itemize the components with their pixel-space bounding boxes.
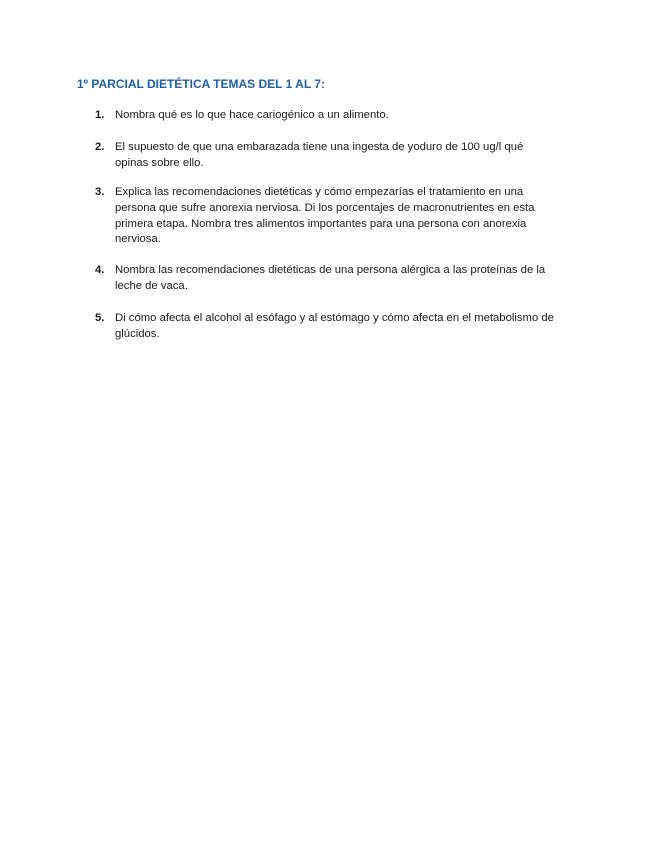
question-text xyxy=(115,311,595,343)
question-number: 2. xyxy=(95,141,105,153)
question-text-line: El supuesto de que una embarazada tiene una ingesta de yoduro de 100 ug/l qué xyxy=(115,141,524,153)
question-number: 4. xyxy=(95,264,105,276)
question-text-line: Nombra las recomendaciones dietéticas de una persona alérgica a las proteínas de la xyxy=(115,264,546,276)
question-text-line: glúcidos. xyxy=(115,327,160,340)
question-number: 3. xyxy=(95,186,105,198)
question-text-line: nerviosa. xyxy=(115,233,161,246)
question-text-line: leche de vaca. xyxy=(115,279,188,292)
question-text-line: primera etapa. Nombra tres alimentos importantes para una persona con anorexia xyxy=(115,217,527,230)
question-text-line: persona que sufre anorexia nerviosa. Di los porcentajes de macronutrientes en esta xyxy=(115,201,535,214)
question-item xyxy=(95,108,595,124)
question-text xyxy=(115,140,595,172)
question-text xyxy=(115,108,595,124)
question-text xyxy=(115,185,595,248)
question-text-line: Nombra qué es lo que hace cariogénico a un alimento. xyxy=(115,109,389,121)
question-text-line: opinas sobre ello. xyxy=(115,156,204,169)
question-text-line: Explica las recomendaciones dietéticas y cómo empezarías el tratamiento en una xyxy=(115,186,524,198)
document-title: 1º PARCIAL DIETÉTICA TEMAS DEL 1 AL 7: xyxy=(77,77,325,91)
question-number: 1. xyxy=(95,109,105,121)
question-text xyxy=(115,263,595,295)
question-item xyxy=(95,140,595,172)
question-text-line: Di cómo afecta el alcohol al esófago y al estómago y cómo afecta en el metabolismo de xyxy=(115,312,554,324)
question-item xyxy=(95,263,595,295)
question-number: 5. xyxy=(95,312,105,324)
question-item xyxy=(95,311,595,343)
question-item xyxy=(95,185,595,248)
